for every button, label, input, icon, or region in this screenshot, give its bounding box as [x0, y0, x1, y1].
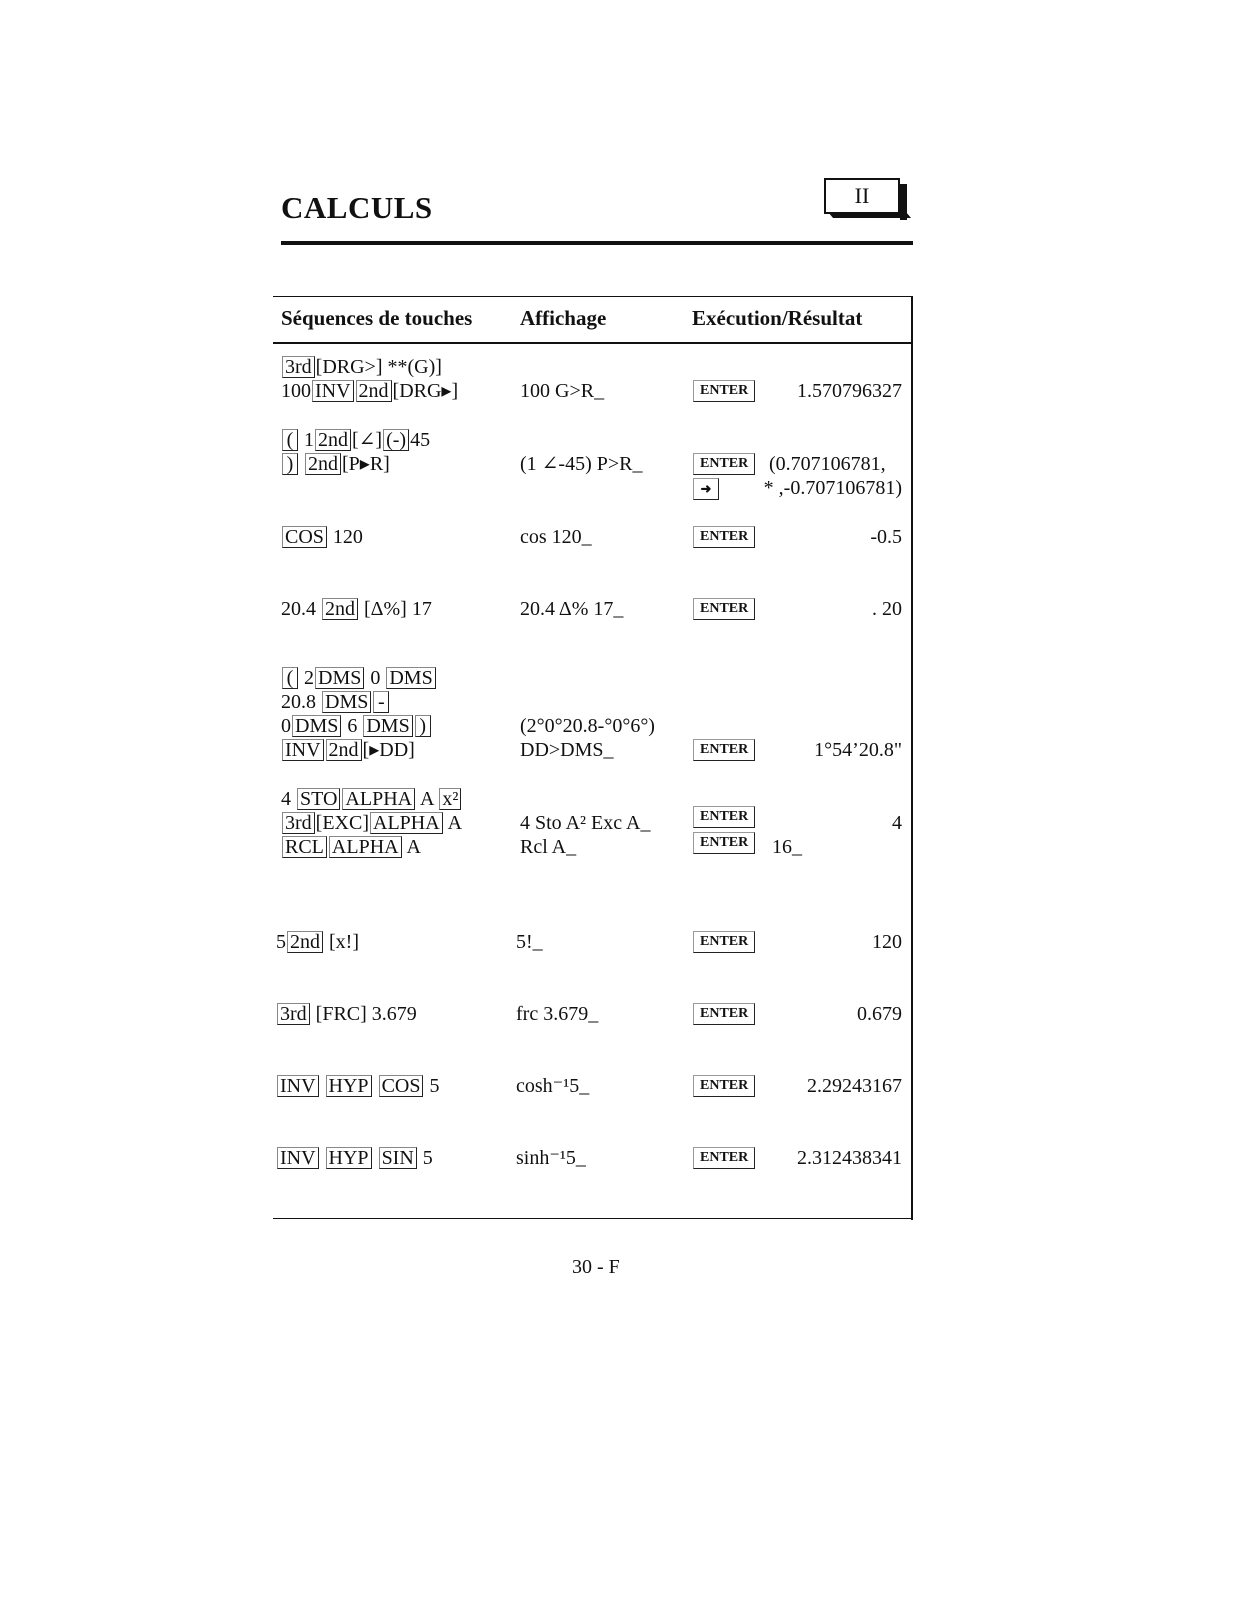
key-2nd: 2nd	[305, 453, 341, 475]
right-arrow-key: ➜	[693, 478, 719, 500]
row-result: 120	[872, 931, 902, 953]
row-result: . 20	[872, 598, 902, 620]
enter-key: ENTER	[693, 806, 755, 828]
row-keys-line: 20.8 DMS -	[281, 690, 390, 714]
key-alpha: ALPHA	[342, 788, 415, 810]
row-keys-line: 3rd [FRC] 3.679	[276, 1002, 417, 1026]
key-sin: SIN	[379, 1147, 417, 1169]
row-display: 5!_	[516, 931, 543, 953]
key-open-paren: (	[282, 667, 298, 689]
row-keys-line: 0 DMS 6 DMS )	[281, 714, 432, 738]
key-3rd: 3rd	[282, 356, 315, 378]
row-display: cos 120_	[520, 526, 592, 548]
key-inv: INV	[312, 380, 354, 402]
row-display: frc 3.679_	[516, 1003, 599, 1025]
key-cos: COS	[282, 526, 327, 548]
row-keys-line: ( 1 2nd [∠] (-) 45	[281, 428, 430, 452]
row-display: 100 G>R_	[520, 380, 605, 402]
page-title: CALCULS	[281, 190, 433, 225]
column-header-result: Exécution/Résultat	[692, 306, 863, 330]
chapter-tab-label: II	[824, 178, 900, 214]
enter-key: ENTER	[693, 598, 755, 620]
row-result: 2.29243167	[807, 1075, 902, 1097]
chapter-tab	[824, 178, 908, 222]
row-display: (1 ∠-45) P>R_	[520, 453, 643, 475]
row-result: -0.5	[870, 526, 902, 548]
key-3rd: 3rd	[277, 1003, 310, 1025]
row-result: 2.312438341	[797, 1147, 902, 1169]
key-negate: (-)	[383, 429, 409, 451]
enter-key: ENTER	[693, 526, 755, 548]
key-minus: -	[373, 691, 389, 713]
key-2nd: 2nd	[315, 429, 351, 451]
key-open-paren: (	[282, 429, 298, 451]
key-inv: INV	[282, 739, 324, 761]
key-close-paren: )	[415, 715, 431, 737]
key-3rd: 3rd	[282, 812, 315, 834]
key-cos: COS	[379, 1075, 424, 1097]
row-keys-line: 5 2nd [x!]	[276, 931, 359, 953]
key-2nd: 2nd	[287, 931, 323, 953]
key-inv: INV	[277, 1147, 319, 1169]
enter-key: ENTER	[693, 1075, 755, 1097]
row-result-secondary: 16_	[772, 836, 802, 858]
row-result: 1°54’20.8"	[814, 739, 902, 761]
page-number: 30 - F	[572, 1256, 620, 1278]
column-header-keys: Séquences de touches	[281, 306, 473, 330]
row-keys-line: INV HYP COS 5	[276, 1074, 439, 1098]
row-display: (2°0°20.8-°0°6°)	[520, 715, 655, 737]
key-2nd: 2nd	[356, 380, 392, 402]
row-keys-line: 20.4 2nd [Δ%] 17	[281, 598, 432, 620]
row-result: 0.679	[857, 1003, 902, 1025]
row-result: 1.570796327	[797, 380, 902, 402]
key-hyp: HYP	[326, 1075, 372, 1097]
key-2nd: 2nd	[326, 739, 362, 761]
key-dms: DMS	[315, 667, 364, 689]
row-result: 4	[892, 812, 902, 834]
key-sto: STO	[297, 788, 340, 810]
enter-key: ENTER	[693, 739, 755, 761]
row-keys-line: RCL ALPHA A	[281, 835, 421, 859]
row-keys-line: 3rd [DRG>] **(G)]	[281, 355, 442, 379]
key-dms: DMS	[363, 715, 412, 737]
row-keys-line: ( 2 DMS 0 DMS	[281, 666, 437, 690]
row-result: (0.707106781,	[769, 453, 886, 475]
key-alpha: ALPHA	[370, 812, 443, 834]
enter-key: ENTER	[693, 453, 755, 475]
key-x-squared: x²	[439, 788, 461, 810]
key-alpha: ALPHA	[329, 836, 402, 858]
key-2nd: 2nd	[322, 598, 358, 620]
row-display: cosh⁻¹5_	[516, 1075, 590, 1097]
title-rule	[281, 241, 913, 245]
enter-key: ENTER	[693, 832, 755, 854]
row-keys-line: 3rd [EXC] ALPHA A	[281, 811, 462, 835]
row-keys-line: ) 2nd [P▸R]	[281, 452, 390, 476]
enter-key: ENTER	[693, 1147, 755, 1169]
key-dms: DMS	[322, 691, 371, 713]
row-keys-line: 4 STO ALPHA A x²	[281, 787, 462, 811]
key-close-paren: )	[282, 453, 298, 475]
key-dms: DMS	[292, 715, 341, 737]
row-keys-line: INV HYP SIN 5	[276, 1146, 433, 1170]
enter-key: ENTER	[693, 931, 755, 953]
key-dms: DMS	[386, 667, 435, 689]
row-display: 4 Sto A² Exc A_	[520, 812, 651, 834]
row-display: 20.4 Δ% 17_	[520, 598, 624, 620]
row-display: DD>DMS_	[520, 739, 614, 761]
row-keys-line: COS 120	[281, 525, 363, 549]
row-keys-line: 100 INV 2nd [DRG▸]	[281, 380, 459, 402]
table-bottom-rule	[273, 1218, 913, 1219]
column-header-display: Affichage	[520, 306, 607, 330]
enter-key: ENTER	[693, 380, 755, 402]
row-display: sinh⁻¹5_	[516, 1147, 586, 1169]
row-display: Rcl A_	[520, 836, 577, 858]
key-inv: INV	[277, 1075, 319, 1097]
key-rcl: RCL	[282, 836, 327, 858]
row-keys-line: INV 2nd [▸DD]	[281, 738, 415, 762]
key-hyp: HYP	[326, 1147, 372, 1169]
row-result: * ,-0.707106781)	[763, 477, 902, 499]
header-rule	[273, 342, 913, 344]
enter-key: ENTER	[693, 1003, 755, 1025]
